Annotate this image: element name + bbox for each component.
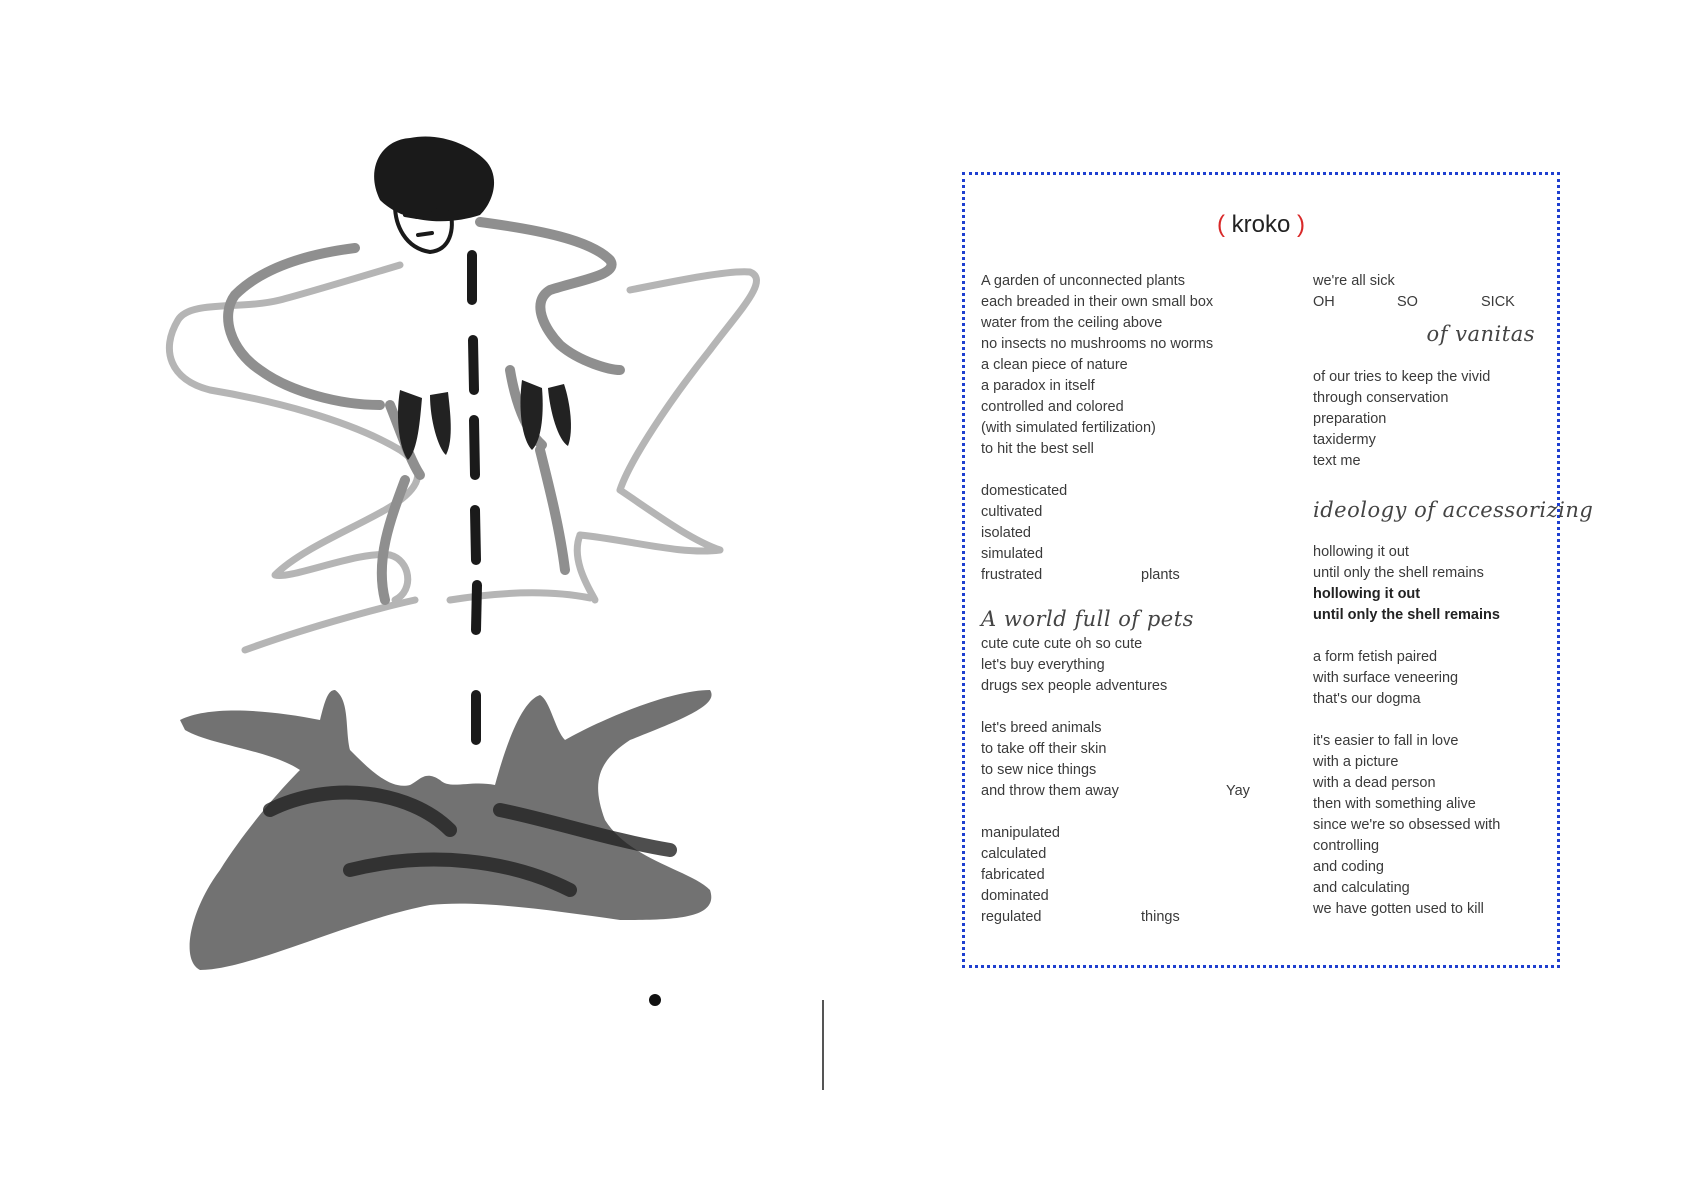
poem-line: a paradox in itself bbox=[981, 378, 1095, 394]
poem-line: we're all sick bbox=[1313, 273, 1395, 289]
poem-line-right: things bbox=[1141, 909, 1180, 925]
poem-line: a form fetish paired bbox=[1313, 649, 1438, 665]
poem-line: to hit the best sell bbox=[981, 441, 1094, 457]
poem-line-split bbox=[981, 565, 1281, 586]
poem-line: a clean piece of nature bbox=[981, 357, 1128, 373]
poem-right-column bbox=[1313, 271, 1594, 920]
title-paren-close: ) bbox=[1297, 211, 1306, 238]
poem-line: A garden of unconnected plants bbox=[981, 273, 1185, 289]
poem-line-bold: hollowing it out bbox=[1313, 586, 1421, 602]
so-word: SO bbox=[1397, 294, 1418, 310]
lower-ink-shape bbox=[180, 690, 712, 1006]
poem-line: no insects no mushrooms no worms bbox=[981, 336, 1214, 352]
poem-line: with a dead person bbox=[1313, 775, 1436, 791]
poem-line: since we're so obsessed with bbox=[1313, 817, 1501, 833]
poem-line: and calculating bbox=[1313, 880, 1410, 896]
poem-left-column bbox=[981, 271, 1281, 928]
poem-line: simulated bbox=[981, 546, 1044, 562]
poem-line-split bbox=[981, 907, 1281, 928]
page-edge-line bbox=[822, 1000, 824, 1090]
poem-line: to sew nice things bbox=[981, 762, 1097, 778]
poem-line: isolated bbox=[981, 525, 1031, 541]
ink-figure-illustration bbox=[150, 130, 830, 1090]
dashed-spine bbox=[472, 255, 477, 740]
poem-line: drugs sex people adventures bbox=[981, 678, 1168, 694]
poem-line: let's breed animals bbox=[981, 720, 1102, 736]
poem-line: calculated bbox=[981, 846, 1047, 862]
poem-line-split bbox=[981, 781, 1281, 802]
head bbox=[374, 137, 494, 252]
poem-line: to take off their skin bbox=[981, 741, 1107, 757]
poem-line: controlling bbox=[1313, 838, 1380, 854]
poem-line: then with something alive bbox=[1313, 796, 1476, 812]
poem-line: text me bbox=[1313, 453, 1361, 469]
heading-of-vanitas: of vanitas bbox=[1426, 322, 1535, 346]
poem-line-left: regulated bbox=[981, 909, 1042, 925]
poem-line: preparation bbox=[1313, 411, 1387, 427]
poem-line: hollowing it out bbox=[1313, 544, 1409, 560]
poem-line: manipulated bbox=[981, 825, 1060, 841]
poem-line: let's buy everything bbox=[981, 657, 1105, 673]
poem-line-left: frustrated bbox=[981, 567, 1043, 583]
heading-ideology-of-accessorizing: ideology of accessorizing bbox=[1313, 498, 1594, 522]
heading-world-full-of-pets: A world full of pets bbox=[981, 607, 1194, 631]
oh-word: OH bbox=[1313, 294, 1335, 310]
poem-line-left: and throw them away bbox=[981, 783, 1119, 799]
poem-line: through conservation bbox=[1313, 390, 1449, 406]
poem-line: until only the shell remains bbox=[1313, 565, 1484, 581]
poem-line: we have gotten used to kill bbox=[1313, 901, 1484, 917]
poem-line: fabricated bbox=[981, 867, 1045, 883]
oh-so-sick-line bbox=[1313, 292, 1543, 313]
poem-panel bbox=[962, 172, 1594, 968]
poem-line: domesticated bbox=[981, 483, 1068, 499]
title-paren-open: ( bbox=[1216, 211, 1225, 238]
poem-line: water from the ceiling above bbox=[981, 315, 1163, 331]
title-word: kroko bbox=[1231, 211, 1291, 238]
poem-line-right: plants bbox=[1141, 567, 1180, 583]
poem-line-bold: until only the shell remains bbox=[1313, 607, 1500, 623]
poem-line: dominated bbox=[981, 888, 1049, 904]
poem-line: it's easier to fall in love bbox=[1313, 733, 1459, 749]
poem-line: cute cute cute oh so cute bbox=[981, 636, 1143, 652]
poem-line: with surface veneering bbox=[1313, 670, 1459, 686]
poem-line: controlled and colored bbox=[981, 399, 1124, 415]
poem-line: of our tries to keep the vivid bbox=[1313, 369, 1491, 385]
outer-outline bbox=[169, 265, 756, 650]
poem-line-right: Yay bbox=[1226, 783, 1250, 799]
poem-line: and coding bbox=[1313, 859, 1384, 875]
poem-line: each breaded in their own small box bbox=[981, 294, 1214, 310]
poem-line: with a picture bbox=[1313, 754, 1399, 770]
sick-word: SICK bbox=[1481, 294, 1515, 310]
poem-line: cultivated bbox=[981, 504, 1043, 520]
poem-title bbox=[965, 211, 1557, 239]
poem-line: that's our dogma bbox=[1313, 691, 1421, 707]
poem-line: taxidermy bbox=[1313, 432, 1376, 448]
poem-line: (with simulated fertilization) bbox=[981, 420, 1156, 436]
